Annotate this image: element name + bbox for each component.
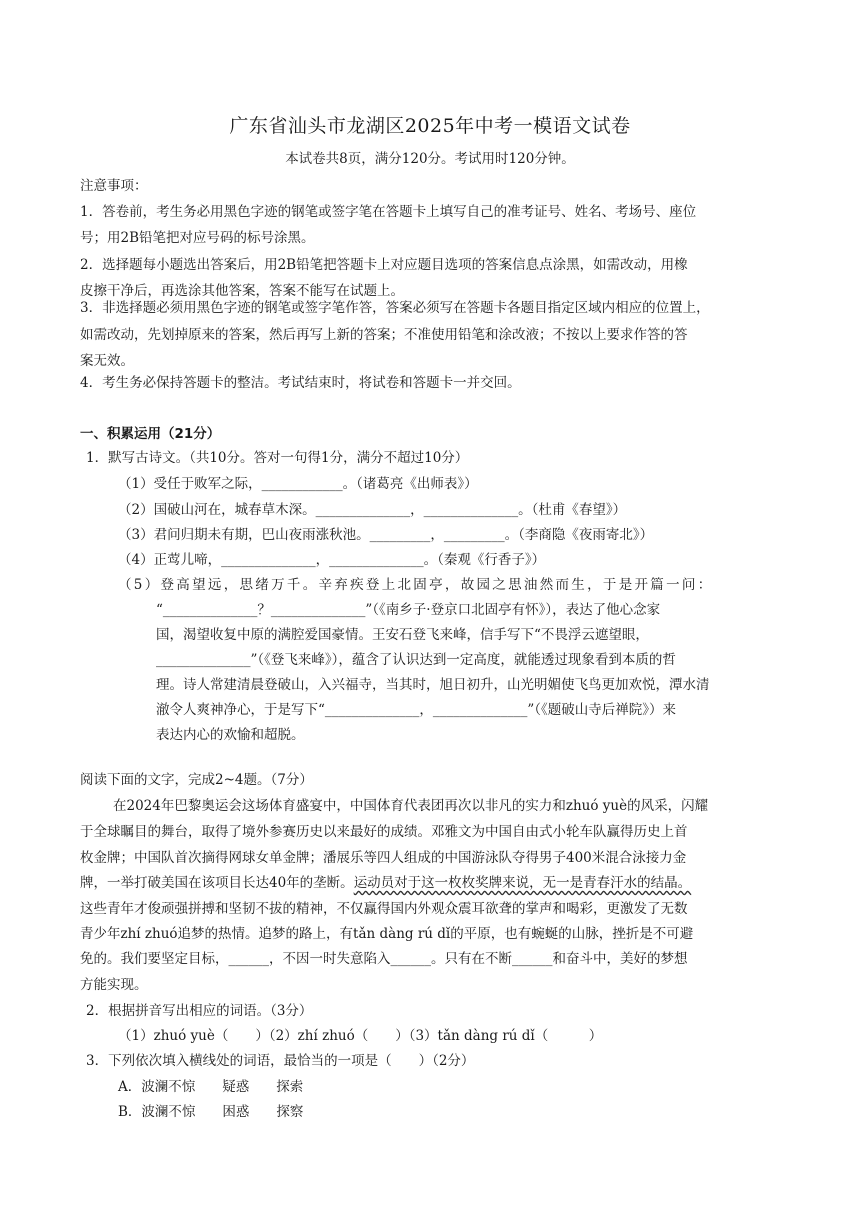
notice-item-1-line-2: 号；用2B铅笔把对应号码的标号涂黑。 (80, 230, 315, 246)
question-1-item-5-line-4: ______________”（《登飞来峰》），蕴含了认识达到一定高度，就能透过现象看到本质的哲 (156, 652, 676, 668)
notice-item-2-line-1: 2．选择题每小题选出答案后，用2B铅笔把答题卡上对应题目选项的答案信息点涂黑，如需改动，用橡 (80, 257, 688, 273)
question-1-item-2: （2）国破山河在，城春草木深。______________，______________。（杜甫《春望》） (118, 502, 627, 518)
exam-subtitle: 本试卷共8页，满分120分。考试用时120分钟。 (285, 151, 575, 167)
notice-item-2-line-2: 皮擦干净后，再选涂其他答案，答案不能写在试题上。 (80, 283, 404, 299)
passage-line-2: 于全球瞩目的舞台，取得了境外参赛历史以来最好的成绩。邓雅文为中国自由式小轮车队赢得历史上首 (80, 824, 688, 840)
notice-item-3-line-2: 如需改动，先划掉原来的答案，然后再写上新的答案；不准使用铅笔和涂改液；不按以上要求作答的答 (80, 327, 688, 343)
question-1-item-5-line-3: 国，渴望收复中原的满腔爱国豪情。王安石登飞来峰，信手写下“不畏浮云遮望眼， (156, 627, 649, 643)
passage-line-8: 方能实现。 (80, 977, 148, 993)
passage-line-4-text: 牌，一举打破美国在该项目长达40年的垄断。 (80, 875, 354, 891)
underlined-sentence: 运动员对于这一枚枚奖牌来说，无一是青春汗水的结晶。 (353, 875, 692, 891)
notice-item-4: 4．考生务必保持答题卡的整洁。考试结束时，将试卷和答题卡一并交回。 (80, 375, 521, 391)
question-1-item-3: （3）君问归期未有期，巴山夜雨涨秋池。_________，_________。（李商隐《夜雨寄北》） (118, 527, 654, 543)
question-1-item-1: （1）受任于败军之际，____________。（诸葛亮《出师表》） (118, 476, 478, 492)
question-1-item-5-line-5: 理。诗人常建清晨登破山，入兴福寺，当其时，旭日初升，山光明媚使飞鸟更加欢悦，潭水清 (156, 677, 710, 693)
passage-line-1: 在2024年巴黎奥运会这场体育盛宴中，中国体育代表团再次以非凡的实力和zhuó yuè的风采，闪耀 (113, 798, 709, 814)
question-1-item-5-line-1: （5）登高望远，思绪万千。辛弃疾登上北固亭，故园之思油然而生，于是开篇一问： (118, 577, 714, 593)
notice-item-3-line-1: 3．非选择题必须用黑色字迹的钢笔或签字笔作答，答案必须写在答题卡各题目指定区域内相应的位置上， (80, 300, 710, 316)
notice-item-1-line-1: 1．答卷前，考生务必用黑色字迹的钢笔或签字笔在答题卡上填写自己的准考证号、姓名、考场号、座位 (80, 204, 697, 220)
reading-intro: 阅读下面的文字，完成2~4题。（7分） (80, 772, 313, 788)
exam-title: 广东省汕头市龙湖区2025年中考一模语文试卷 (229, 115, 631, 137)
passage-line-4 (80, 873, 691, 893)
notice-heading: 注意事项： (80, 178, 148, 194)
question-2-items: （1）zhuó yuè（ ）（2）zhí zhuó（ ）（3）tǎn dàng rú dǐ（ ） (118, 1028, 603, 1044)
notice-item-3-line-3: 案无效。 (80, 353, 134, 369)
question-1-item-5-line-2: “______________？______________”（《南乡子·登京口北固亭有怀》），表达了他心念家 (156, 602, 661, 618)
question-3-option-a: A．波澜不惊 疑惑 探索 (118, 1079, 304, 1095)
section-1-heading: 一、积累运用（21分） (80, 426, 221, 442)
question-3-stem: 3．下列依次填入横线处的词语，最恰当的一项是（ ）（2分） (86, 1053, 475, 1069)
question-3-option-b: B．波澜不惊 困惑 探察 (118, 1104, 304, 1120)
question-1-stem: 1．默写古诗文。（共10分。答对一句得1分，满分不超过10分） (86, 450, 469, 466)
question-2-stem: 2．根据拼音写出相应的词语。（3分） (86, 1003, 313, 1019)
passage-line-6: 青少年zhí zhuó追梦的热情。追梦的路上，有tǎn dàng rú dǐ的平原，也有蜿蜒的山脉，挫折是不可避 (80, 926, 694, 942)
passage-line-5: 这些青年才俊顽强拼搏和坚韧不拔的精神，不仅赢得国内外观众震耳欲聋的掌声和喝彩，更激发了无数 (80, 901, 688, 917)
question-1-item-5-line-7: 表达内心的欢愉和超脱。 (156, 727, 305, 743)
passage-line-3: 枚金牌；中国队首次摘得网球女单金牌；潘展乐等四人组成的中国游泳队夺得男子400米混合泳接力金 (80, 850, 687, 866)
question-1-item-5-line-6: 澈令人爽神净心，于是写下“______________，______________”（《题破山寺后禅院》）来 (156, 702, 677, 718)
passage-line-7: 免的。我们要坚定目标，______，不因一时失意陷入______。只有在不断______和奋斗中，美好的梦想 (80, 951, 688, 967)
question-1-item-4: （4）正莺儿啼，______________，______________。（秦观《行香子》） (118, 552, 546, 568)
